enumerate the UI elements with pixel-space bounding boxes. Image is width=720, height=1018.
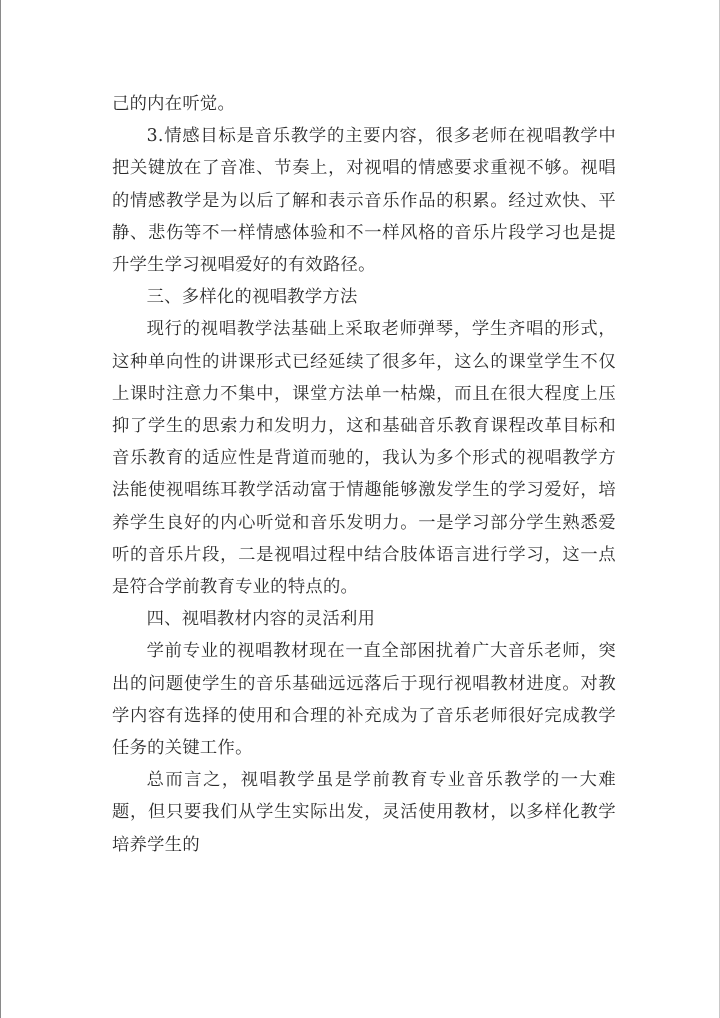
section-heading-textbook-usage: 四、视唱教材内容的灵活利用: [146, 609, 376, 630]
paragraph-emotion-goal: 3.情感目标是音乐教学的主要内容，很多老师在视唱教学中把关键放在了音准、节奏上，对视唱的情感要求重视不够。视唱的情感教学是为以后了解和表示音乐作品的积累。经过欢快、平静、悲伤等不一样情感体验和不一样风格的音乐片段学习也是提升学生学习视唱爱好的有效路径。: [112, 126, 616, 276]
paragraph-textbook: 学前专业的视唱教材现在一直全部困扰着广大音乐老师，突出的问题使学生的音乐基础远远落后于现行视唱教材进度。对教学内容有选择的使用和合理的补充成为了音乐老师很好完成教学任务的关键工作。: [112, 641, 616, 759]
page-left-border: [0, 0, 1, 1018]
document-body: [112, 88, 616, 861]
paragraph-conclusion: 总而言之，视唱教学虽是学前教育专业音乐教学的一大难题，但只要我们从学生实际出发，灵活使用教材，以多样化教学培养学生的: [112, 770, 616, 855]
section-heading-diverse-methods: 三、多样化的视唱教学方法: [146, 287, 358, 308]
paragraph-teaching-methods: 现行的视唱教学法基础上采取老师弹琴，学生齐唱的形式，这种单向性的讲课形式已经延续了很多年，这么的课堂学生不仅上课时注意力不集中，课堂方法单一枯燥，而且在很大程度上压抑了学生的思索力和发明力，这和基础音乐教育课程改革目标和音乐教育的适应性是背道而驰的，我认为多个形式的视唱教学方法能使视唱练耳教学活动富于情趣能够激发学生的学习爱好，培养学生良好的内心听觉和音乐发明力。一是学习部分学生熟悉爱听的音乐片段，二是视唱过程中结合肢体语言进行学习，这一点是符合学前教育专业的特点的。: [112, 319, 616, 598]
paragraph-continuation: 己的内在听觉。: [112, 94, 236, 114]
